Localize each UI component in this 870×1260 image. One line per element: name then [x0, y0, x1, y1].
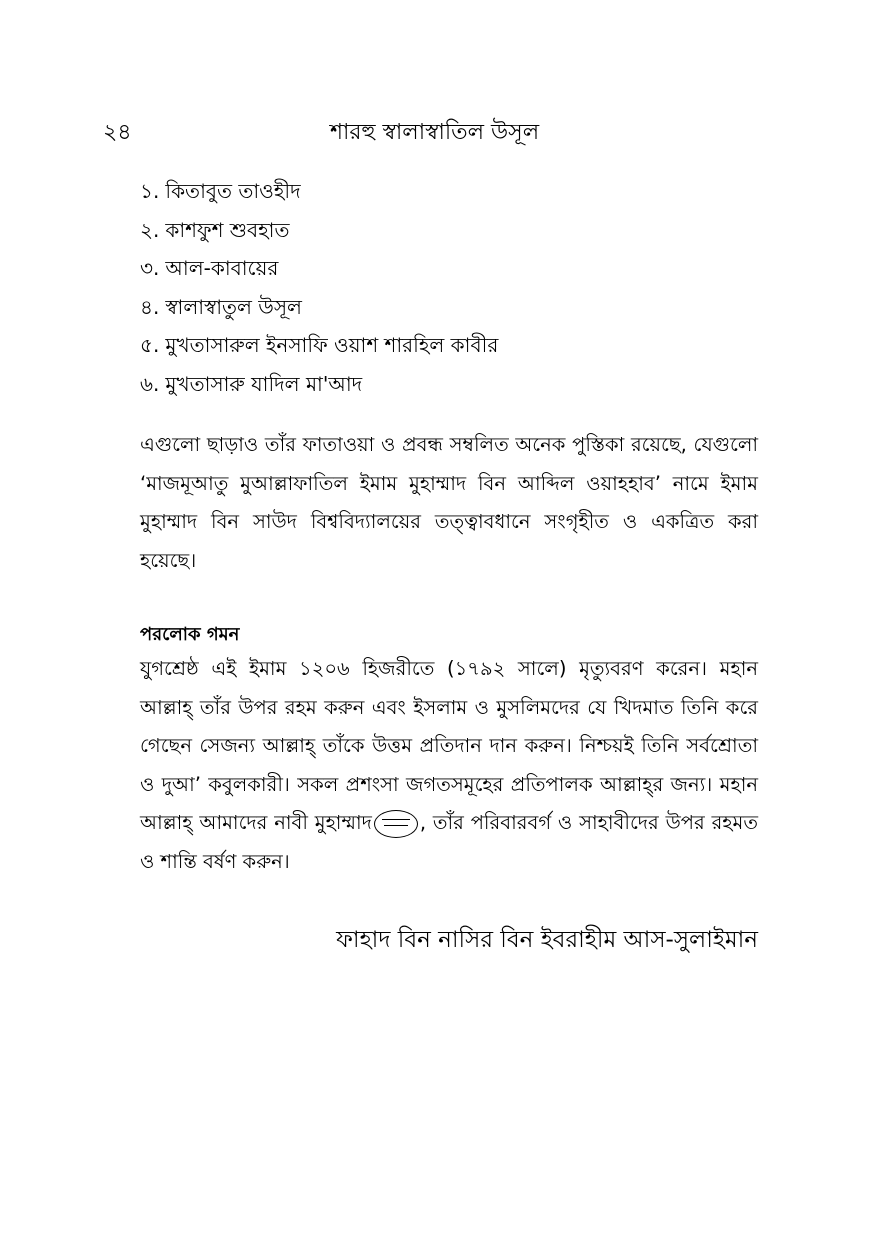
body-paragraph: এগুলো ছাড়াও তাঁর ফাতাওয়া ও প্রবন্ধ সম্বলিত অনেক পুস্তিকা রয়েছে, যেগুলো ‘মাজমূআতু মুআল্লাফাতিল ইমাম মুহাম্মাদ বিন আব্দিল ওয়াহহাব’ নামে ইমাম মুহাম্মাদ বিন সাউদ বিশ্ববিদ্যালয়ের তত্ত্বাবধানে সংগৃহীত ও একত্রিত করা হয়েছে।	[140, 433, 758, 572]
page-number: ২৪	[103, 120, 132, 145]
list-item-title: মুখতাসারু যাদিল মা'আদ	[165, 371, 363, 396]
list-item-number: ৫.	[140, 333, 160, 357]
list-item	[140, 211, 498, 250]
salallahu-alaihi-wasallam-seal-icon	[374, 810, 418, 838]
list-item	[140, 288, 498, 327]
list-item-title: আল-কাবায়ের	[165, 256, 279, 280]
section-paragraph-text-end: , তাঁর পরিবারবর্গ ও সাহাবীদের উপর রহমত ও শান্তি বর্ষণ করুন।	[140, 811, 758, 873]
list-item	[140, 326, 498, 365]
list-item-title: মুখতাসারুল ইনসাফি ওয়াশ শারহিল কাবীর	[165, 333, 499, 357]
list-item-title: কাশফুশ শুবহাত	[165, 217, 290, 242]
list-item-title: কিতাবুত তাওহীদ	[165, 179, 301, 203]
book-list	[140, 172, 498, 403]
list-item-number: ৩.	[140, 256, 160, 280]
list-item-number: ৪.	[140, 294, 160, 319]
list-item	[140, 249, 498, 288]
list-item-number: ২.	[140, 217, 160, 242]
running-title: শারহু স্বালাস্বাতিল উসূল	[330, 120, 540, 145]
list-item-title: স্বালাস্বাতুল উসূল	[165, 294, 302, 319]
section-paragraph	[140, 650, 758, 881]
list-item-number: ১.	[140, 179, 160, 203]
list-item	[140, 172, 498, 211]
list-item	[140, 365, 498, 404]
section-paragraph-text: যুগশ্রেষ্ঠ এই ইমাম ১২০৬ হিজরীতে (১৭৯২ সালে) মৃত্যুবরণ করেন। মহান আল্লাহ্ তাঁর উপর রহম করুন এবং ইসলাম ও মুসলিমদের যে খিদমাত তিনি করে গেছেন সেজন্য আল্লাহ্ তাঁকে উত্তম প্রতিদান দান করুন। নিশ্চয়ই তিনি সর্বশ্রোতা ও দুআ’ কবুলকারী। সকল প্রশংসা জগতসমূহের প্রতিপালক আল্লাহ্‌র জন্য। মহান আল্লাহ্ আমাদের নাবী মুহাম্মাদ	[140, 657, 758, 834]
section-heading: পরলোক গমন	[140, 624, 240, 645]
list-item-number: ৬.	[140, 371, 160, 396]
author-signature: ফাহাদ বিন নাসির বিন ইবরাহীম আস-সুলাইমান	[336, 927, 758, 953]
